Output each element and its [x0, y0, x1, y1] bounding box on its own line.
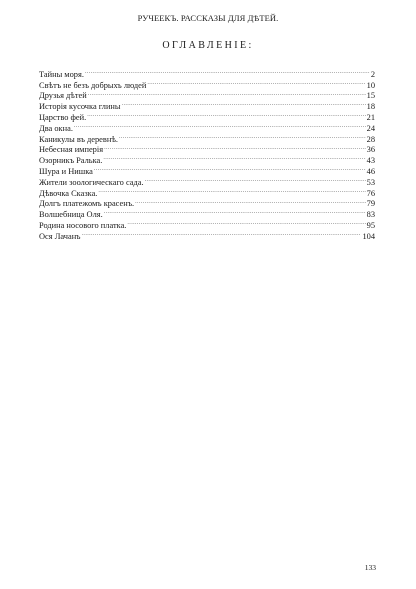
- toc-entry-title: Царство фей.: [39, 112, 87, 122]
- toc-entry-page: 43: [366, 156, 375, 166]
- toc-entry-page: 79: [366, 199, 375, 209]
- toc-dot-leader: [98, 185, 365, 196]
- toc-dot-leader: [85, 66, 370, 77]
- toc-dot-leader: [104, 142, 366, 153]
- toc-entry-page: 36: [366, 145, 375, 155]
- toc-entry: [39, 88, 375, 99]
- toc-entry-title: Долгъ платежомъ красенъ.: [39, 199, 135, 209]
- toc-dot-leader: [87, 109, 365, 120]
- toc-dot-leader: [135, 196, 366, 207]
- toc-dot-leader: [104, 206, 366, 217]
- toc-entry-title: Небесная имперія: [39, 145, 104, 155]
- toc-entry-page: 10: [366, 80, 375, 90]
- toc-dot-leader: [119, 131, 366, 142]
- toc-entry-page: 21: [366, 112, 375, 122]
- toc-entry-page: 83: [366, 210, 375, 220]
- toc-dot-leader: [82, 228, 362, 239]
- toc-entry: [39, 120, 375, 131]
- toc-entry-title: Ося Лачанъ: [39, 231, 81, 241]
- toc-entry-page: 95: [366, 220, 375, 230]
- toc-dot-leader: [145, 174, 366, 185]
- toc-heading: ОГЛАВЛЕНIЕ:: [162, 40, 254, 51]
- toc-entry-title: Волшебница Оля.: [39, 210, 103, 220]
- toc-dot-leader: [147, 77, 365, 88]
- toc-entry-title: Исторія кусочка глины: [39, 102, 121, 112]
- toc-entry-page: 2: [370, 69, 375, 79]
- toc-entry: [39, 66, 375, 77]
- toc-entry-title: Тайны моря.: [39, 69, 84, 79]
- toc-dot-leader: [74, 120, 366, 131]
- toc-entry: [39, 98, 375, 112]
- toc-entry-page: 18: [366, 102, 375, 112]
- toc-dot-leader: [94, 163, 366, 174]
- toc-dot-leader: [122, 98, 366, 109]
- toc-entry-title: Родина носового платка.: [39, 220, 127, 230]
- toc-entry-page: 24: [366, 123, 375, 133]
- toc-entry: [39, 109, 375, 120]
- toc-entry-title: Друзья дѣтей: [39, 91, 87, 101]
- toc-entry-page: 76: [366, 188, 375, 198]
- toc-entry-page: 15: [366, 91, 375, 101]
- toc-entry-title: Свѣтъ не безъ добрыхъ людей: [39, 80, 147, 90]
- toc-dot-leader: [88, 88, 366, 99]
- toc-entry-title: Жители зоологическаго сада.: [39, 177, 144, 187]
- table-of-contents: [39, 66, 375, 239]
- toc-dot-leader: [103, 152, 365, 163]
- toc-entry: [39, 77, 375, 88]
- toc-entry-page: 53: [366, 177, 375, 187]
- toc-entry-title: Каникулы въ деревнѣ.: [39, 134, 118, 144]
- toc-entry: [39, 131, 375, 142]
- running-header: РУЧЕЕКЪ. РАССКАЗЫ ДЛЯ ДѢТЕЙ.: [137, 13, 279, 23]
- toc-entry-title: Озорникъ Ралька.: [39, 156, 103, 166]
- toc-entry-page: 104: [362, 231, 375, 241]
- toc-entry-title: Два окна.: [39, 123, 73, 133]
- toc-entry-page: 28: [366, 134, 375, 144]
- toc-entry-title: Шура и Нишка: [39, 166, 93, 176]
- toc-entry-title: Дѣвочка Сказка.: [39, 188, 98, 198]
- toc-entry-page: 46: [366, 166, 375, 176]
- page-number: 133: [364, 563, 376, 572]
- toc-entry: [39, 228, 375, 239]
- toc-dot-leader: [127, 217, 365, 228]
